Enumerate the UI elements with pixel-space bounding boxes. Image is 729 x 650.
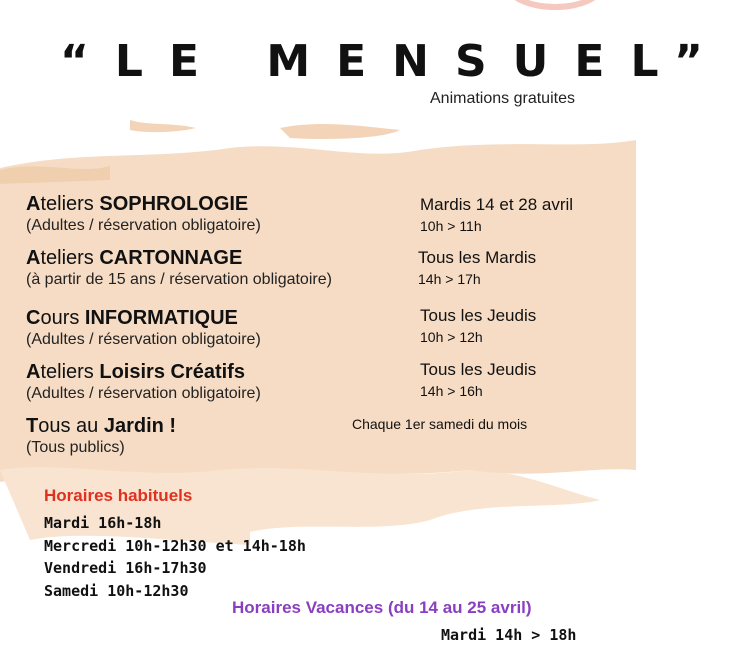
- schedule-days: Tous les Jeudis: [420, 306, 537, 325]
- hours-line: Vendredi 16h-17h30: [44, 559, 207, 577]
- schedule-days: Tous les Jeudis: [420, 360, 537, 379]
- schedule-jardin: Chaque 1er samedi du mois: [352, 416, 528, 432]
- subtitle: Animations gratuites: [430, 90, 575, 107]
- activity-cartonnage: [26, 246, 332, 290]
- page-title: “LE MENSUEL”: [60, 36, 729, 87]
- hours-line: Mercredi 10h-12h30 et 14h-18h: [44, 536, 306, 555]
- schedule-informatique: [420, 305, 536, 347]
- usual-hours-list: [44, 512, 306, 602]
- activity-informatique: [26, 306, 261, 350]
- schedule-cartonnage: [418, 247, 536, 289]
- activity-name: Cours INFORMATIQUE: [26, 307, 238, 329]
- schedule-time: 10h > 11h: [420, 218, 482, 234]
- schedule-time: 14h > 16h: [420, 383, 483, 399]
- schedule-time: 10h > 12h: [420, 329, 483, 345]
- schedule-days: Mardis 14 et 28 avril: [420, 195, 574, 214]
- activity-note: (Tous publics): [26, 439, 125, 456]
- hours-line: Samedi 10h-12h30: [44, 581, 189, 600]
- activity-sophrologie: [26, 192, 261, 236]
- usual-hours-title: Horaires habituels: [44, 486, 193, 505]
- vacation-hours-line: Mardi 14h > 18h: [441, 626, 577, 644]
- schedule-days: Tous les Mardis: [418, 248, 537, 267]
- schedule-sophrologie: [420, 194, 573, 236]
- vacation-hours-title: Horaires Vacances (du 14 au 25 avril): [232, 598, 532, 617]
- activity-note: (à partir de 15 ans / réservation obligatoire): [26, 271, 332, 288]
- schedule-time: 14h > 17h: [418, 271, 481, 287]
- decorative-badge: [500, 0, 610, 14]
- activity-jardin: [26, 414, 176, 458]
- activity-note: (Adultes / réservation obligatoire): [26, 385, 261, 402]
- activity-loisirs-creatifs: [26, 360, 261, 404]
- activity-name: Ateliers Loisirs Créatifs: [26, 361, 245, 383]
- activity-note: (Adultes / réservation obligatoire): [26, 217, 261, 234]
- activity-name: Ateliers CARTONNAGE: [26, 247, 243, 269]
- schedule-loisirs-creatifs: [420, 359, 536, 401]
- activity-note: (Adultes / réservation obligatoire): [26, 331, 261, 348]
- hours-line: Mardi 16h-18h: [44, 514, 162, 532]
- activity-name: Ateliers SOPHROLOGIE: [26, 193, 249, 215]
- activity-name: Tous au Jardin !: [26, 415, 177, 437]
